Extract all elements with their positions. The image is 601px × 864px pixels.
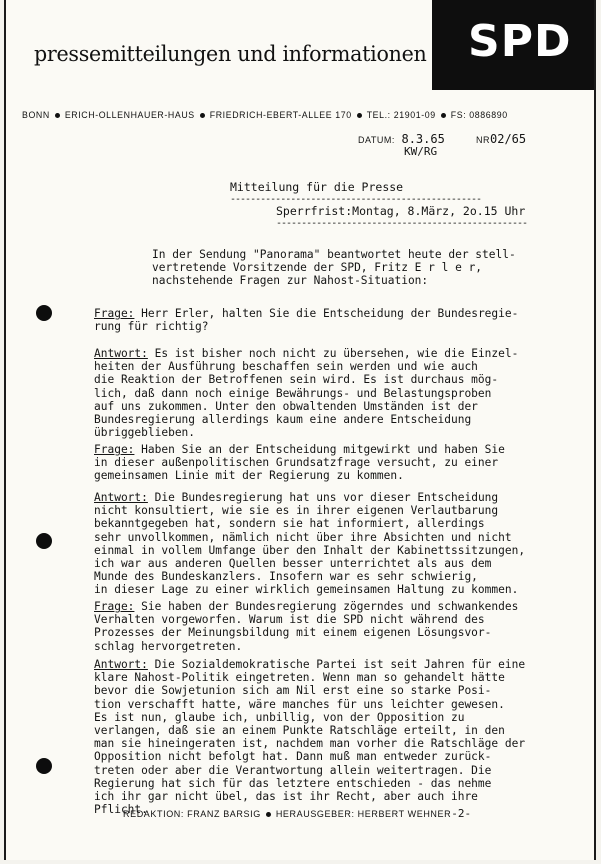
separator-dot-icon [357, 113, 362, 118]
intro-paragraph: In der Sendung "Panorama" beantwortet heute der stell- vertretende Vorsitzende der SPD, Fritz E r l e r, nachstehende Fragen zur Nahost-Situation: [152, 248, 516, 288]
date-label: DATUM: [358, 135, 395, 145]
qa-label: Frage: [94, 443, 135, 456]
release-title: Mitteilung für die Presse [230, 180, 404, 194]
footer-line [123, 807, 471, 820]
spd-logo [432, 0, 594, 90]
title-underline: -------------------------------------------------- [230, 194, 482, 205]
number-value: 02/65 [490, 132, 527, 146]
footer-editor: REDAKTION: FRANZ BARSIG [123, 809, 261, 819]
address-line [22, 110, 592, 120]
date-field [358, 132, 445, 146]
qa-text: Haben Sie an der Entscheidung mitgewirkt und haben Sie in dieser außenpolitischen Grundsatzfrage versucht, zu einer gemeinsamen Linie mit der Regierung zu kommen. [94, 443, 505, 483]
qa-block [94, 658, 525, 816]
address-street: FRIEDRICH-EBERT-ALLEE 170 [209, 110, 352, 120]
separator-dot-icon [55, 113, 60, 118]
logo-text: SPD [468, 16, 572, 67]
press-release-page [4, 0, 596, 860]
qa-text: Die Bundesregierung hat uns vor dieser Entscheidung nicht konsultiert, wie sie es in ihrer eigenen Verlautbarung bekanntgegeben hat, sondern sie hat informiert, allerdings sehr unvollkommen, nämlich nicht über ihre Absichten und nicht einmal in vollem Umfange über den Inhalt der Kabinettssitzungen, ich war aus anderen Quellen besser unterrichtet als aus dem Munde des Bundeskanzlers. Insofern war es sehr schwierig, in dieser Lage zu einer wirklich gemeinsamen Haltung zu kommen. [94, 491, 526, 597]
punch-hole-icon [36, 758, 52, 774]
qa-block [94, 491, 525, 597]
qa-block [94, 307, 518, 333]
embargo-line: Sperrfrist:Montag, 8.März, 2o.15 Uhr [276, 204, 526, 218]
qa-label: Frage: [94, 600, 135, 613]
qa-block [94, 443, 505, 483]
reference-initials: KW/RG [404, 145, 438, 158]
separator-dot-icon [266, 812, 271, 817]
qa-label: Antwort: [94, 347, 148, 360]
address-city: BONN [22, 110, 50, 120]
qa-block [94, 347, 518, 439]
qa-label: Antwort: [94, 491, 148, 504]
separator-dot-icon [441, 113, 446, 118]
qa-text: Sie haben der Bundesregierung zögerndes und schwankendes Verhalten vorgeworfen. Warum ist die SPD nicht während des Prozesses der Meinungsbildung mit einem eigenen Lösungsvor- schlag hervorgetreten. [94, 600, 519, 653]
page-number: -2- [451, 807, 472, 820]
footer-publisher: HERAUSGEBER: HERBERT WEHNER [275, 809, 452, 819]
address-phone: TEL.: 21901-09 [366, 110, 436, 120]
qa-label: Antwort: [94, 658, 148, 671]
qa-label: Frage: [94, 307, 135, 320]
number-label: NR [476, 135, 490, 145]
punch-hole-icon [36, 305, 52, 321]
qa-text: Es ist bisher noch nicht zu übersehen, wie die Einzel- heiten der Ausführung beschaffen sein werden und wie auch die Reaktion der Betroffenen sein wird. Es ist durchaus mög- lich, daß dann noch einige Bewährungs- und Belastungsproben auf uns zukommen. Unter den obwaltenden Umständen ist der Bundesregierung allerdings kaum eine andere Entscheidung übriggeblieben. [94, 347, 519, 440]
separator-dot-icon [200, 113, 205, 118]
qa-text: Herr Erler, halten Sie die Entscheidung der Bundesregie- rung für richtig? [94, 307, 519, 334]
punch-hole-icon [36, 533, 52, 549]
address-building: ERICH-OLLENHAUER-HAUS [64, 110, 195, 120]
qa-block [94, 600, 518, 653]
masthead-title: pressemitteilungen und informationen [34, 42, 427, 67]
embargo-underline: -------------------------------------------------- [276, 218, 528, 229]
qa-text: Die Sozialdemokratische Partei ist seit Jahren für eine klare Nahost-Politik eingetreten. Wenn man so gehandelt hätte bevor die Sowjetunion sich am Nil erst eine so starke Posi- tion verschafft hatte, wäre manches für uns leichter gewesen. Es ist nun, glaube ich, unbillig, von der Opposition zu verlangen, daß sie an einem Punkte Ratschläge erteilt, in den man sie hineingeraten ist, nachdem man vorher die Ratschläge der Opposition nicht befolgt hat. Dann muß man entweder zurück- treten oder aber die Verantwortung allein weitertragen. Die Regierung hat sich für das letztere entschieden - das nehme ich ihr gar nicht übel, das ist ihr Recht, aber auch ihre Pflicht. [94, 658, 526, 817]
date-value: 8.3.65 [401, 132, 445, 146]
number-field [476, 132, 526, 146]
address-telex: FS: 0886890 [450, 110, 508, 120]
